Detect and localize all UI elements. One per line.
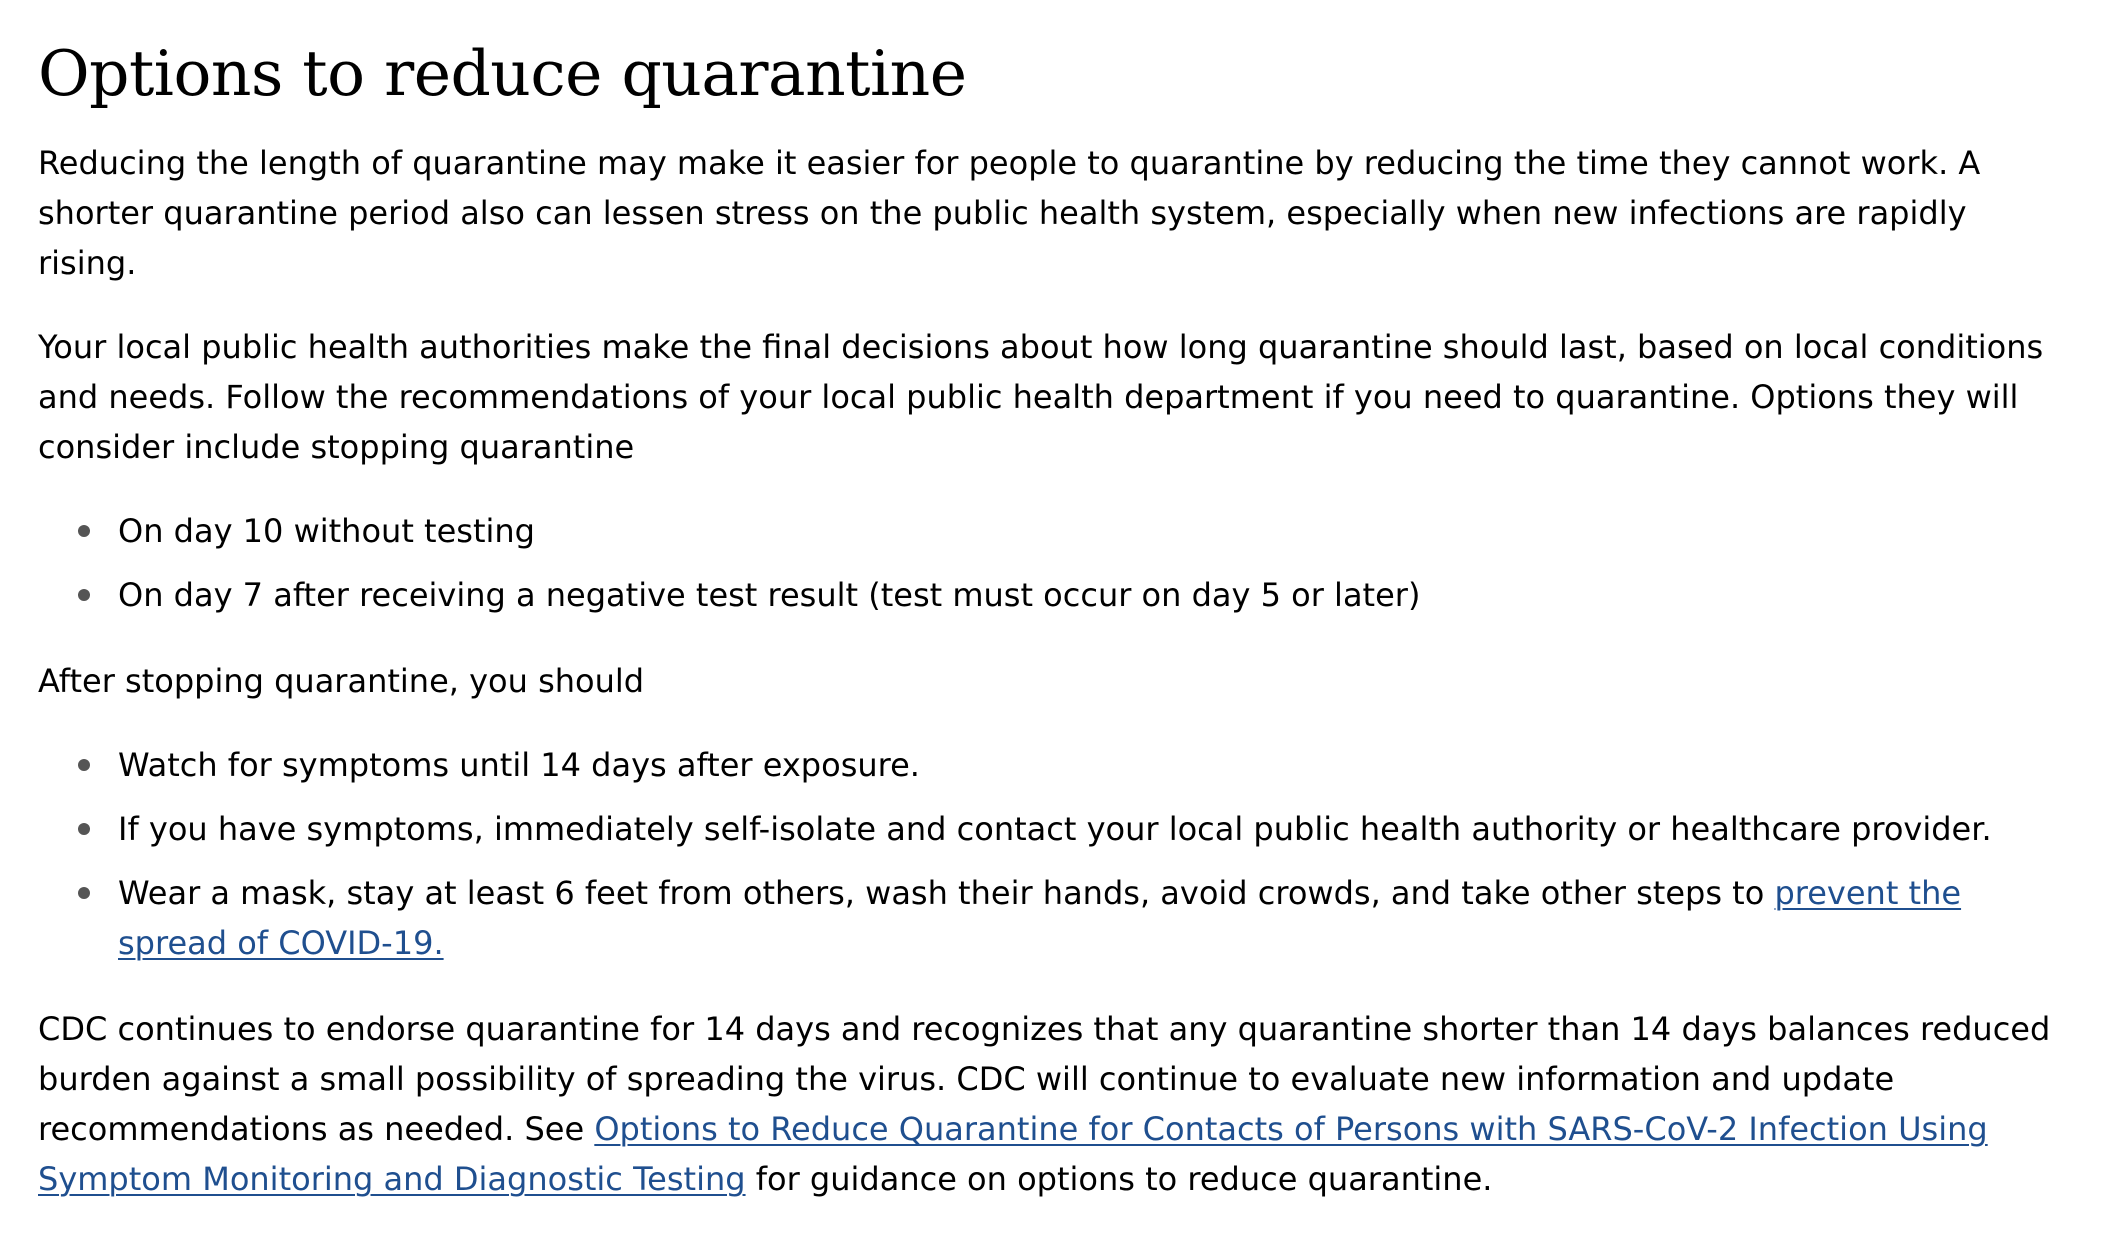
- bullet-icon: [78, 887, 90, 899]
- list-item: [118, 506, 2058, 556]
- intro-paragraph: Reducing the length of quarantine may make it easier for people to quarantine by reducing the time they cannot work. A shorter quarantine period also can lessen stress on the public health system, especially when new infections are rapidly rising.: [38, 144, 1981, 282]
- list-item: [118, 570, 2058, 620]
- bullet-icon: [78, 525, 90, 537]
- options-to-reduce-quarantine-link[interactable]: Options to Reduce Quarantine for Contacts of Persons with SARS-CoV-2 Infection Using Symptom Monitoring and Diagnostic Testing: [38, 1110, 1988, 1198]
- paragraph-text: CDC continues to endorse quarantine for 14 days and recognizes that any quarantine shorter than 14 days balances reduced burden against a small possibility of spreading the virus. CDC will continue to evaluate new information and update recommendations as needed. See: [38, 1010, 2051, 1148]
- list-item: [118, 868, 2058, 968]
- quarantine-options-list: [38, 506, 2058, 620]
- list-item-text: On day 10 without testing: [118, 512, 535, 550]
- article-content: [38, 32, 2058, 1204]
- cdc-endorsement-paragraph: [38, 1004, 2058, 1204]
- list-item-text: If you have symptoms, immediately self-isolate and contact your local public health authority or healthcare provider.: [118, 810, 1992, 848]
- prevent-spread-link[interactable]: prevent the spread of COVID-19.: [118, 874, 1962, 962]
- paragraph-text: for guidance on options to reduce quarantine.: [745, 1160, 1493, 1198]
- bullet-icon: [78, 759, 90, 771]
- bullet-icon: [78, 589, 90, 601]
- bullet-icon: [78, 823, 90, 835]
- after-stopping-paragraph: After stopping quarantine, you should: [38, 662, 645, 700]
- after-stopping-list: [38, 740, 2058, 968]
- list-item-text: On day 7 after receiving a negative test result (test must occur on day 5 or later): [118, 576, 1421, 614]
- authorities-paragraph: Your local public health authorities make the final decisions about how long quarantine should last, based on local conditions and needs. Follow the recommendations of your local public health department if you need to quarantine. Options they will consider include stopping quarantine: [38, 328, 2044, 466]
- list-item: [118, 804, 2058, 854]
- page-title: Options to reduce quarantine: [38, 37, 967, 110]
- list-item-text: Wear a mask, stay at least 6 feet from others, wash their hands, avoid crowds, and take other steps to: [118, 874, 1775, 912]
- list-item-text: Watch for symptoms until 14 days after exposure.: [118, 746, 920, 784]
- list-item: [118, 740, 2058, 790]
